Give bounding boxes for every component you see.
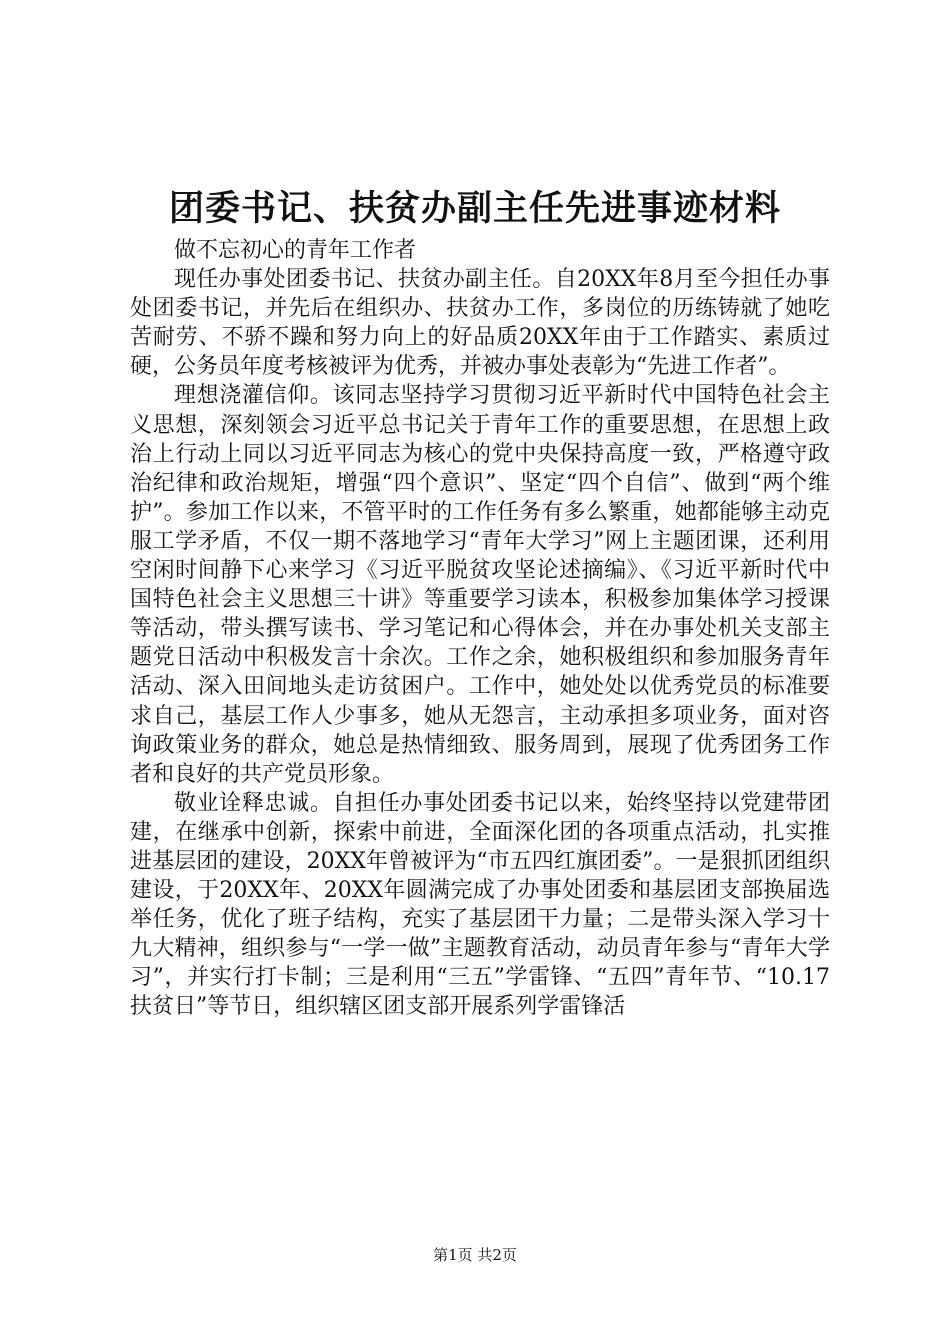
paragraph-dedication: 敬业诠释忠诚。自担任办事处团委书记以来，始终坚持以党建带团建，在继承中创新，探索中前进，全面深化团的各项重点活动，扎实推进基层团的建设，20XX年曾被评为“市五四红旗团委”。一是狠抓团组织建设，于20XX年、20XX年圆满完成了办事处团委和基层团支部换届选举任务，优化了班子结构，充实了基层团干力量；二是带头深入学习十九大精神，组织参与“一学一做”主题教育活动，动员青年参与“青年大学习”，并实行打卡制；三是利用“三五”学雷锋、“五四”青年节、“10.17扶贫日”等节日，组织辖区团支部开展系列学雷锋活: [130, 790, 830, 1020]
paragraph-intro: 现任办事处团委书记、扶贫办副主任。自20XX年8月至今担任办事处团委书记，并先后在组织办、扶贫办工作，多岗位的历练铸就了她吃苦耐劳、不骄不躁和努力向上的好品质20XX年由于工作踏实、素质过硬，公务员年度考核被评为优秀，并被办事处表彰为“先进工作者”。: [130, 267, 830, 380]
paragraph-ideals: 理想浇灌信仰。该同志坚持学习贯彻习近平新时代中国特色社会主义思想，深刻领会习近平总书记关于青年工作的重要思想，在思想上政治上行动上同以习近平同志为核心的党中央保持高度一致，严格遵守政治纪律和政治规矩，增强“四个意识”、坚定“四个自信”、做到“两个维护”。参加工作以来，不管平时的工作任务有多么繁重，她都能够主动克服工学矛盾，不仅一期不落地学习“青年大学习”网上主题团课，还利用空闲时间静下心来学习《习近平脱贫攻坚论述摘编》、《习近平新时代中国特色社会主义思想三十讲》等重要学习读本，积极参加集体学习授课等活动，带头撰写读书、学习笔记和心得体会，并在办事处机关支部主题党日活动中积极发言十余次。工作之余，她积极组织和参加服务青年活动、深入田间地头走访贫困户。工作中，她处处以优秀党员的标准要求自己，基层工作人少事多，她从无怨言，主动承担多项业务，面对咨询政策业务的群众，她总是热情细致、服务周到，展现了优秀团务工作者和良好的共产党员形象。: [130, 383, 830, 787]
document-body: [130, 236, 830, 1022]
document-title: 团委书记、扶贫办副主任先进事迹材料: [168, 188, 781, 229]
document-subtitle: 做不忘初心的青年工作者: [174, 238, 417, 263]
page-number-footer: 第1页 共2页: [433, 1246, 517, 1264]
